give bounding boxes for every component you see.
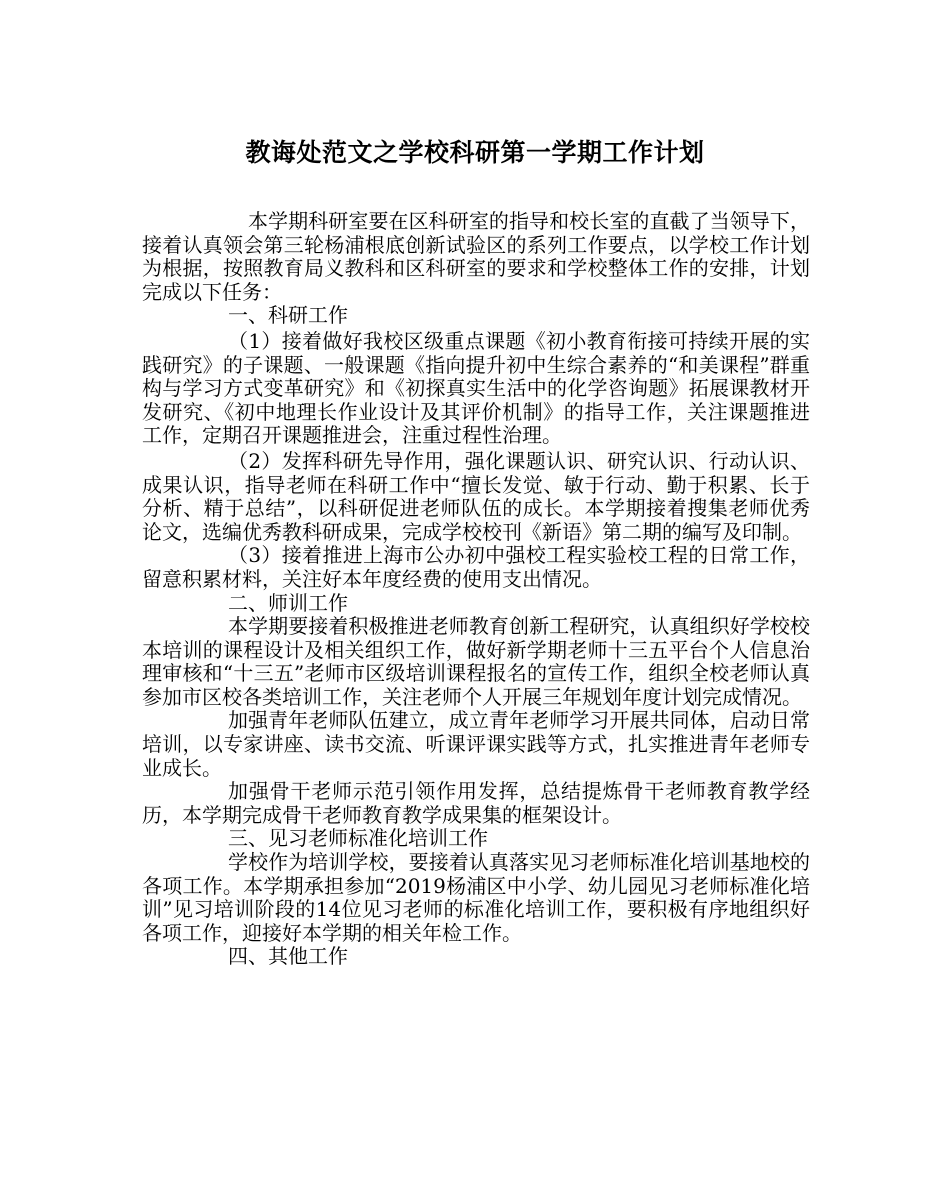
research-item-2: （2）发挥科研先导作用，强化课题认识、研究认识、行动认识、成果认识，指导老师在科研工作中“擅长发觉、敏于行动、勤于积累、长于分析、精于总结”，以科研促进老师队伍的成长。本学期接着搜集老师优秀论文，选编优秀教科研成果，完成学校校刊《新语》第二期的编写及印制。 (142, 448, 810, 544)
teacher-training-paragraph-2: 加强青年老师队伍建立，成立青年老师学习开展共同体，启动日常培训，以专家讲座、读书交流、听课评课实践等方式，扎实推进青年老师专业成长。 (142, 708, 810, 780)
section-heading-research: 一、科研工作 (228, 303, 348, 328)
section-heading-trainee-training: 三、见习老师标准化培训工作 (228, 826, 488, 851)
document-title: 教诲处范文之学校科研第一学期工作计划 (245, 138, 705, 167)
trainee-training-paragraph: 学校作为培训学校，要接着认真落实见习老师标准化培训基地校的各项工作。本学期承担参加“2019杨浦区中小学、幼儿园见习老师标准化培训”见习培训阶段的14位见习老师的标准化培训工作，要积极有序地组织好各项工作，迎接好本学期的相关年检工作。 (142, 850, 810, 945)
intro-paragraph: 本学期科研室要在区科研室的指导和校长室的直截了当领导下，接着认真领会第三轮杨浦根底创新试验区的系列工作要点，以学校工作计划为根据，按照教育局义教科和区科研室的要求和学校整体工作的安排，计划完成以下任务： (142, 209, 810, 304)
teacher-training-paragraph-3: 加强骨干老师示范引领作用发挥，总结提炼骨干老师教育教学经历，本学期完成骨干老师教育教学成果集的框架设计。 (142, 779, 810, 827)
teacher-training-paragraph-1: 本学期要接着积极推进老师教育创新工程研究，认真组织好学校校本培训的课程设计及相关组织工作，做好新学期老师十三五平台个人信息治理审核和“十三五”老师市区级培训课程报名的宣传工作，组织全校老师认真参加市区校各类培训工作，关注老师个人开展三年规划年度计划完成情况。 (142, 614, 810, 709)
research-item-1: （1）接着做好我校区级重点课题《初小教育衔接可持续开展的实践研究》的子课题、一般课题《指向提升初中生综合素养的“和美课程”群重构与学习方式变革研究》和《初探真实生活中的化学咨询题》拓展课教材开发研究、《初中地理长作业设计及其评价机制》的指导工作，关注课题推进工作，定期召开课题推进会，注重过程性治理。 (142, 328, 810, 448)
section-heading-other-work: 四、其他工作 (228, 944, 348, 969)
research-item-3: （3）接着推进上海市公办初中强校工程实验校工程的日常工作，留意积累材料，关注好本年度经费的使用支出情况。 (142, 543, 810, 591)
document-body (142, 208, 810, 969)
section-heading-teacher-training: 二、师训工作 (228, 590, 348, 615)
